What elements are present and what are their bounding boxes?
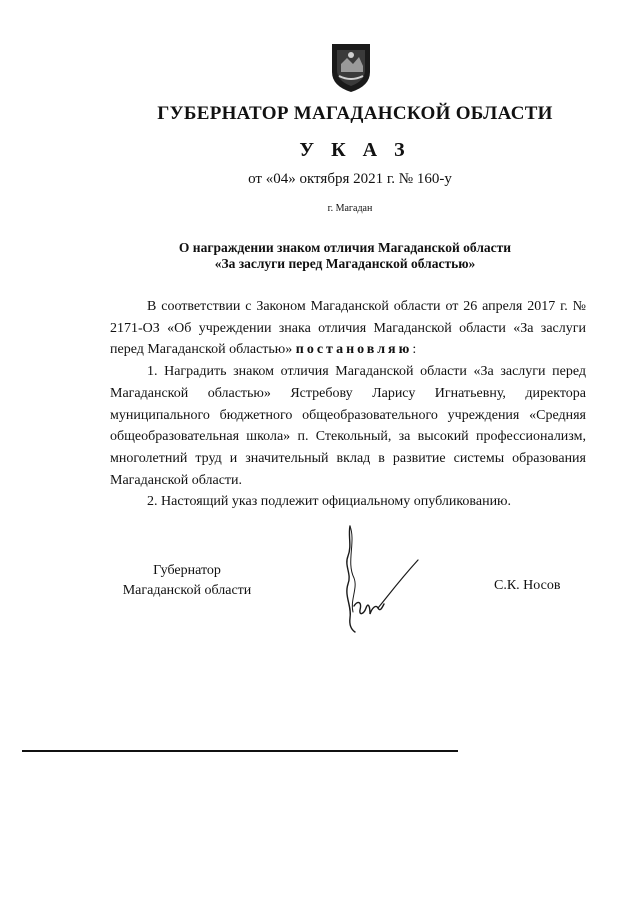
signatory-name: С.К. Носов [494,578,561,593]
decree-item-1: 1. Наградить знаком отличия Магаданской области «За заслуги перед Магаданской областью» Ястребову Ларису Игнатьевну, директора муниципального бюджетного общеобразовательного учреждения «Средняя общеобразовательная школа» п. Стекольный, за высокий профессионализм, многолетний труд и значительный вклад в развитие системы образования Магаданской области. [110,364,586,488]
handwritten-signature [322,522,434,634]
signatory-position-line: Губернатор [153,563,221,578]
preamble-paragraph [110,296,586,361]
document-body [110,296,586,513]
document-date-number: от «04» октября 2021 г. № 160-у [248,171,452,187]
document-title-line: О награждении знаком отличия Магаданской области [178,240,512,255]
document-title-line: «За заслуги перед Магаданской областью» [214,256,476,271]
preamble-text: В соответствии с Законом Магаданской области от 26 апреля 2017 г. № 2171-ОЗ «Об учреждении знака отличия Магаданской области «За заслуги перед Магаданской областью» [110,299,586,358]
signatory-position [112,561,262,601]
footer-divider [22,750,458,752]
signatory-position-line: Магаданской области [122,583,252,598]
decree-word: постановляю [295,342,413,358]
decree-colon: : [412,342,417,358]
document-title [0,240,640,272]
magadan-coat-of-arms-icon [329,42,373,94]
document-type: У К А З [299,139,411,161]
decree-item-2: 2. Настоящий указ подлежит официальному опубликованию. [147,494,512,510]
document-place: г. Магадан [327,203,373,214]
issuing-authority: ГУБЕРНАТОР МАГАДАНСКОЙ ОБЛАСТИ [157,103,553,124]
